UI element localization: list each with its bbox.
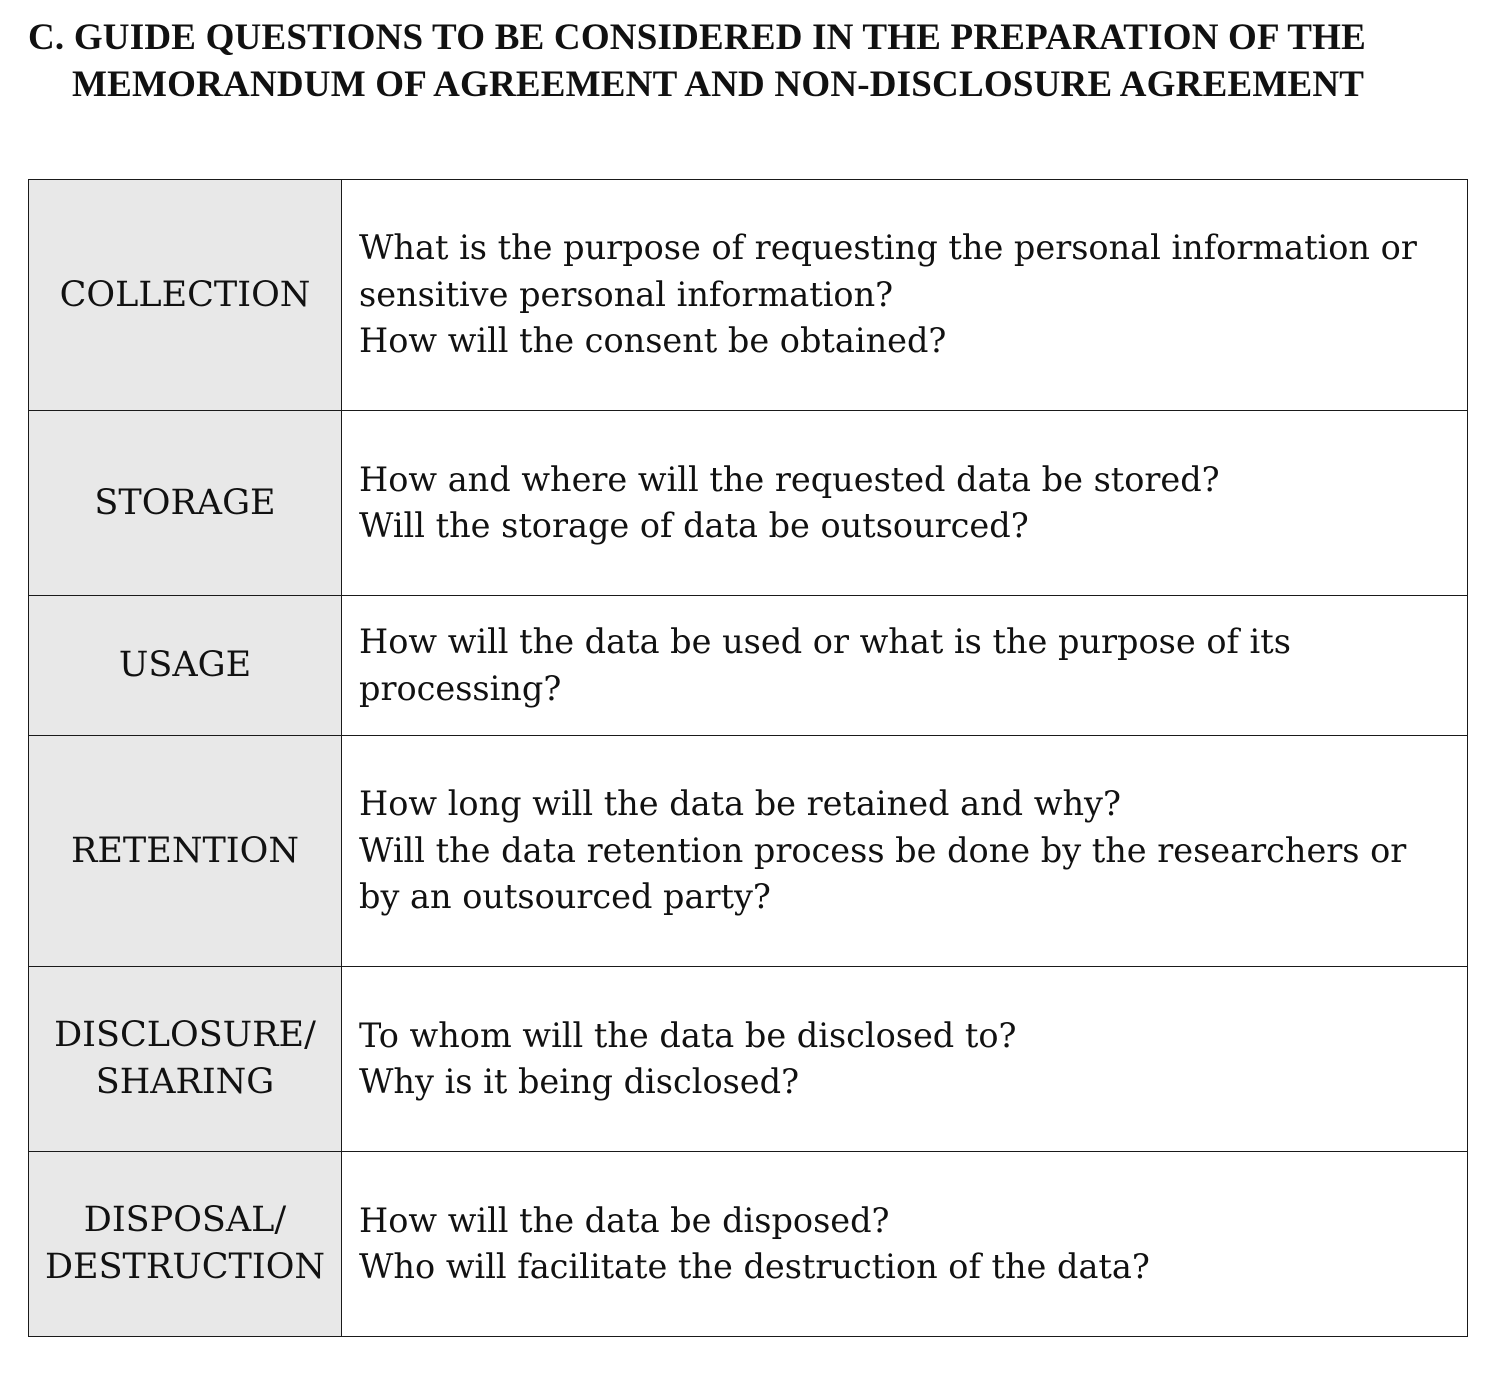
question-text: How long will the data be retained and why? bbox=[359, 784, 1121, 824]
question-text: How will the data be used or what is the purpose of its processing? bbox=[359, 622, 1291, 708]
question-text: To whom will the data be disclosed to? bbox=[359, 1015, 1017, 1055]
category-cell bbox=[29, 1152, 342, 1337]
question-text: How will the data be disposed? bbox=[359, 1200, 890, 1240]
category-label: RETENTION bbox=[71, 830, 299, 871]
category-cell bbox=[29, 736, 342, 967]
category-cell bbox=[29, 967, 342, 1152]
question-text: How will the consent be obtained? bbox=[359, 321, 947, 361]
question-text: Who will facilitate the destruction of the data? bbox=[359, 1247, 1150, 1286]
category-cell bbox=[29, 596, 342, 736]
category-label: DESTRUCTION bbox=[44, 1247, 326, 1287]
document-title bbox=[28, 14, 1468, 108]
questions-cell bbox=[342, 967, 1468, 1152]
question-text: How and where will the requested data be stored? bbox=[359, 459, 1220, 499]
table-row-disclosure-sharing bbox=[29, 967, 1468, 1152]
questions-cell bbox=[342, 736, 1468, 967]
category-label: DISCLOSURE/ bbox=[54, 1015, 316, 1055]
category-label: DISPOSAL/ bbox=[83, 1200, 287, 1240]
category-label: STORAGE bbox=[94, 482, 276, 523]
category-label: USAGE bbox=[118, 645, 252, 685]
table-row-storage bbox=[29, 411, 1468, 596]
questions-cell bbox=[342, 411, 1468, 596]
title-line-2: MEMORANDUM OF AGREEMENT AND NON-DISCLOSURE AGREEMENT bbox=[72, 64, 1365, 105]
questions-cell bbox=[342, 596, 1468, 736]
table-row-retention bbox=[29, 736, 1468, 967]
question-text: Will the storage of data be outsourced? bbox=[359, 506, 1029, 545]
questions-cell bbox=[342, 180, 1468, 411]
question-text: Why is it being disclosed? bbox=[359, 1062, 800, 1101]
category-cell bbox=[29, 411, 342, 596]
category-label: COLLECTION bbox=[59, 274, 311, 315]
category-cell bbox=[29, 180, 342, 411]
questions-cell bbox=[342, 1152, 1468, 1337]
title-line-1: C. GUIDE QUESTIONS TO BE CONSIDERED IN THE PREPARATION OF THE bbox=[28, 17, 1366, 58]
table-row-collection bbox=[29, 180, 1468, 411]
question-text: What is the purpose of requesting the personal information or sensitive personal information? bbox=[359, 228, 1417, 314]
guide-questions-table bbox=[28, 179, 1468, 1337]
category-label: SHARING bbox=[95, 1062, 275, 1102]
table-row-usage bbox=[29, 596, 1468, 736]
table-row-disposal-destruction bbox=[29, 1152, 1468, 1337]
question-text: Will the data retention process be done by the researchers or by an outsourced party? bbox=[359, 830, 1407, 917]
